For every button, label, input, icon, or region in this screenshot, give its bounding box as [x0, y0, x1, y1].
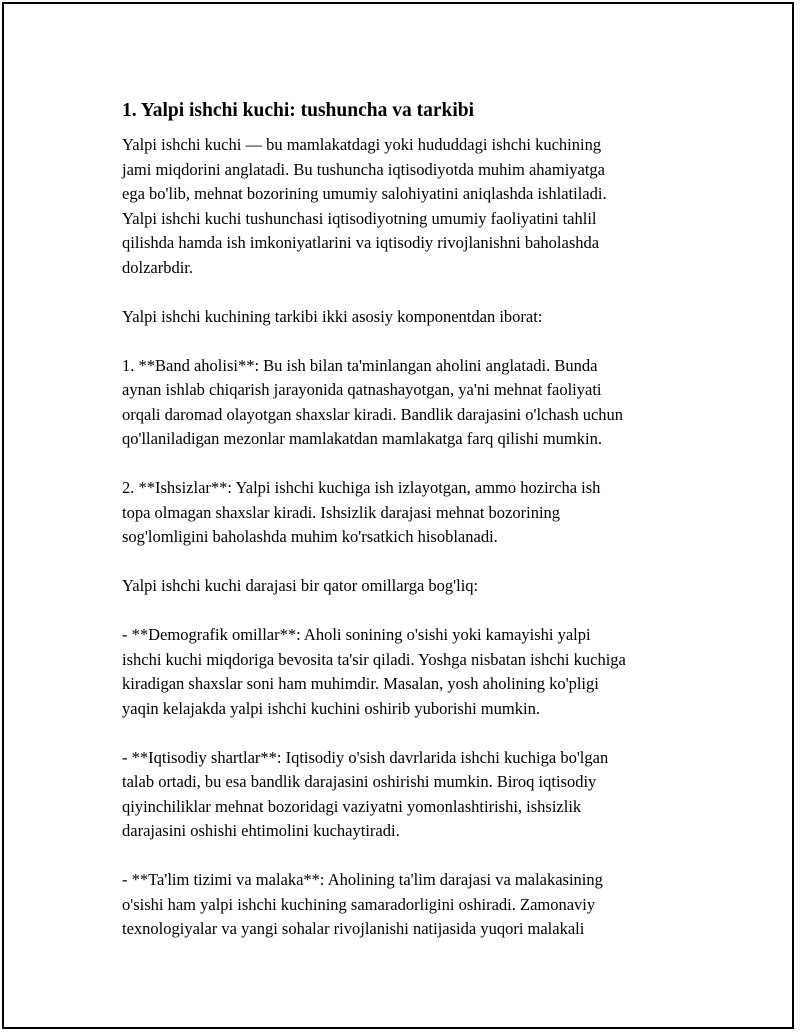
paragraph-factors-intro: Yalpi ishchi kuchi darajasi bir qator omillarga bog'liq: — [122, 576, 479, 595]
paragraph-education: - **Ta'lim tizimi va malaka**: Aholining ta'lim darajasi va malakasining o'sishi ham yalpi ishchi kuchining samaradorligini oshiradi. Zamonaviy texnologiyalar va yangi sohalar rivojlanishi natijasida yuqori malakali — [122, 870, 603, 938]
document-body — [122, 99, 722, 966]
paragraph-economic: - **Iqtisodiy shartlar**: Iqtisodiy o'sish davrlarida ishchi kuchiga bo'lgan talab ortadi, bu esa bandlik darajasini oshirishi mumkin. Biroq iqtisodiy qiyinchiliklar mehnat bozoridagi vaziyatni yomonlashtirishi, ishsizlik darajasini oshishi ehtimolini kuchaytiradi. — [122, 747, 609, 840]
section-title: 1. Yalpi ishchi kuchi: tushuncha va tarkibi — [122, 100, 475, 121]
page-frame — [2, 2, 794, 1029]
paragraph-intro: Yalpi ishchi kuchi — bu mamlakatdagi yoki hududdagi ishchi kuchining jami miqdorini anglatadi. Bu tushuncha iqtisodiyotda muhim ahamiyatga ega bo'lib, mehnat bozorining umumiy salohiyatini aniqlashda ishlatiladi. Yalpi ishchi kuchi tushunchasi iqtisodiyotning umumiy faoliyatini tahlil qilishda hamda ish imkoniyatlarini va iqtisodiy rivojlanishni baholashda dolzarbdir. — [122, 135, 607, 277]
paragraph-composition: Yalpi ishchi kuchining tarkibi ikki asosiy komponentdan iborat: — [122, 306, 543, 326]
paragraph-demographic: - **Demografik omillar**: Aholi sonining o'sishi yoki kamayishi yalpi ishchi kuchi miqdoriga bevosita ta'sir qiladi. Yoshga nisbatan ishchi kuchiga kiradigan shaxslar soni ham muhimdir. Masalan, yosh aholining ko'pligi yaqin kelajakda yalpi ishchi kuchini oshirib yuborishi mumkin. — [122, 625, 626, 718]
paragraph-employed: 1. **Band aholisi**: Bu ish bilan ta'minlangan aholini anglatadi. Bunda aynan ishlab chiqarish jarayonida qatnashayotgan, ya'ni mehnat faoliyati orqali daromad olayotgan shaxslar kiradi. Bandlik darajasini o'lchash uchun qo'llaniladigan mezonlar mamlakatdan mamlakatga farq qilishi mumkin. — [122, 355, 624, 448]
paragraph-unemployed: 2. **Ishsizlar**: Yalpi ishchi kuchiga ish izlayotgan, ammo hozircha ish topa olmagan shaxslar kiradi. Ishsizlik darajasi mehnat bozorining sog'lomligini baholashda muhim ko'rsatkich hisoblanadi. — [122, 478, 601, 546]
